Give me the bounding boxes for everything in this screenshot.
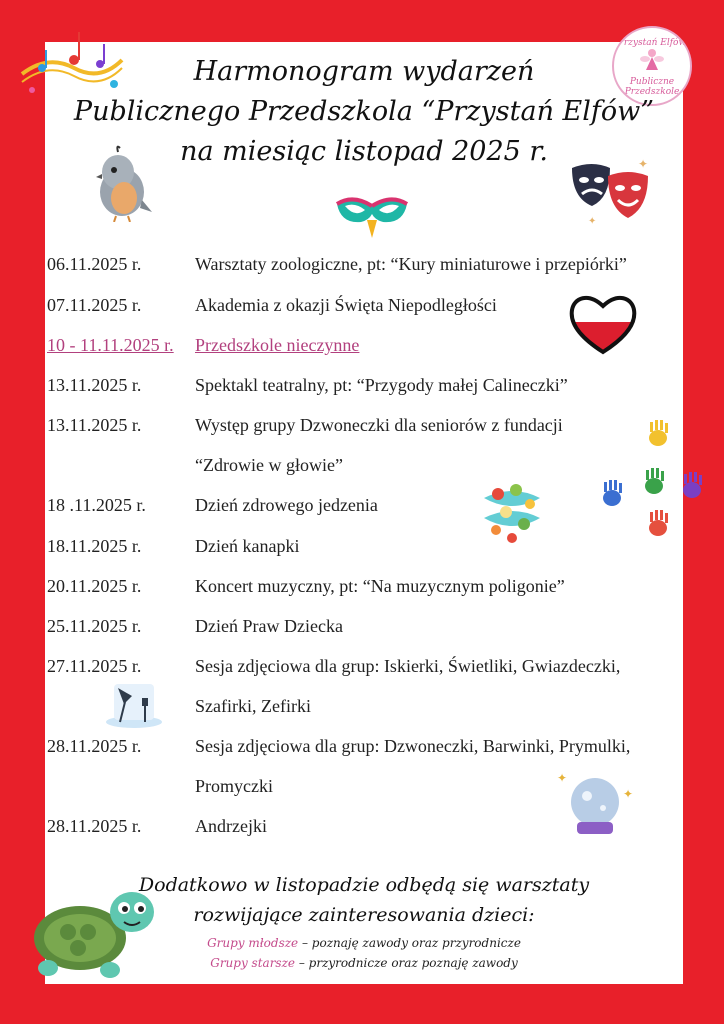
event-description: Andrzejki: [195, 816, 267, 836]
event-date: 13.11.2025 r.: [47, 415, 142, 435]
event-description: Występ grupy Dzwoneczki dla seniorów z fundacji: [195, 415, 563, 435]
footer-younger-groups: [45, 936, 683, 950]
event-date: 18 .11.2025 r.: [47, 495, 146, 515]
event-description: Dzień Praw Dziecka: [195, 616, 343, 636]
younger-groups-label: Grupy młodsze: [207, 936, 299, 950]
event-description: Warsztaty zoologiczne, pt: “Kury miniaturowe i przepiórki”: [195, 254, 627, 274]
title-line-1: Harmonogram wydarzeń: [193, 56, 535, 87]
quail-icon: [92, 144, 154, 222]
title-line-3: na miesiąc listopad 2025 r.: [180, 136, 548, 167]
event-description: Sesja zdjęciowa dla grup: Iskierki, Świetliki, Gwiazdeczki,: [195, 656, 621, 676]
svg-text:✦: ✦: [588, 216, 597, 227]
event-date: 07.11.2025 r.: [47, 295, 142, 315]
svg-text:✦: ✦: [638, 157, 649, 171]
event-description-cont: “Zdrowie w głowie”: [195, 455, 343, 475]
event-description-cont: Szafirki, Zefirki: [195, 696, 311, 716]
event-description-cont: Promyczki: [195, 776, 273, 796]
event-date: 25.11.2025 r.: [47, 616, 142, 636]
event-date: 18.11.2025 r.: [47, 536, 142, 556]
footer-older-groups: [45, 956, 683, 970]
event-date: 13.11.2025 r.: [47, 375, 142, 395]
title-line-2: Publicznego Przedszkola “Przystań Elfów”: [73, 96, 655, 127]
event-description: Sesja zdjęciowa dla grup: Dzwoneczki, Barwinki, Prymulki,: [195, 736, 631, 756]
handprints-icon: [598, 420, 708, 546]
polish-heart-icon: [568, 292, 638, 356]
older-groups-text: – przyrodnicze oraz poznaję zawody: [295, 956, 518, 970]
turtle-icon: [24, 882, 156, 986]
older-groups-label: Grupy starsze: [210, 956, 296, 970]
svg-text:✦: ✦: [557, 771, 568, 785]
event-description: Dzień zdrowego jedzenia: [195, 495, 378, 515]
event-date: 28.11.2025 r.: [47, 736, 142, 756]
carnival-mask-icon: [333, 190, 411, 240]
logo-text-top: Przystań Elfów: [617, 38, 687, 48]
svg-text:✦: ✦: [623, 787, 634, 801]
crystal-ball-icon: [553, 768, 637, 840]
theatre-masks-icon: [568, 156, 654, 228]
event-description: Koncert muzyczny, pt: “Na muzycznym poligonie”: [195, 576, 565, 596]
younger-groups-text: – poznaję zawody oraz przyrodnicze: [298, 936, 521, 950]
event-description: Dzień kanapki: [195, 536, 300, 556]
event-date: 06.11.2025 r.: [47, 254, 142, 274]
event-date: 27.11.2025 r.: [47, 656, 142, 676]
event-date: 10 - 11.11.2025 r.: [47, 335, 174, 355]
footer-heading-line-1: Dodatkowo w listopadzie odbędą się warsztaty: [138, 874, 590, 896]
event-description: Przedszkole nieczynne: [195, 335, 360, 355]
event-date: 20.11.2025 r.: [47, 576, 142, 596]
logo-text-bottom: Publiczne Przedszkole: [624, 77, 680, 97]
event-description: Akademia z okazji Święta Niepodległości: [195, 295, 497, 315]
footer-heading-line-2: rozwijające zainteresowania dzieci:: [193, 904, 535, 926]
event-date: 28.11.2025 r.: [47, 816, 142, 836]
event-description: Spektakl teatralny, pt: “Przygody małej Calineczki”: [195, 375, 568, 395]
healthy-food-icon: [476, 474, 548, 548]
photo-studio-icon: [104, 678, 164, 730]
